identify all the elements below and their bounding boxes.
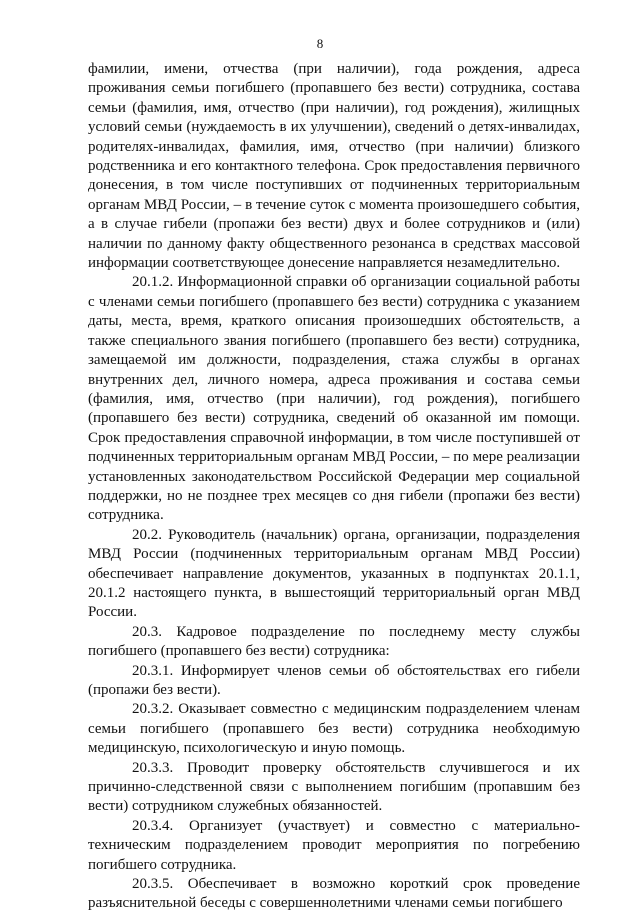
paragraph-20-3-1: 20.3.1. Информирует членов семьи об обстоятельствах его гибели (пропажи без вести). — [88, 662, 580, 698]
paragraph-20-1-2: 20.1.2. Информационной справки об организации социальной работы с членами семьи погибшего (пропавшего без вести) сотрудника с указанием даты, места, время, краткого описания произошедших обстоятельств, а также специального звания погибшего (пропавшего без вести) сотрудника, замещаемой им должности, подразделения, стажа службы в органах внутренних дел, личного номера, адреса проживания и состава семьи (фамилия, имя, отчество (при наличии), год рождения), погибшего (пропавшего без вести) сотрудника, сведений об оказанной им помощи. Срок предоставления справочной информации, в том числе поступившей от подчиненных территориальным органам МВД России, – по мере реализации установленных законодательством Российской Федерации мер социальной поддержки, но не позднее трех месяцев со дня гибели (пропажи без вести) сотрудника. — [88, 274, 580, 524]
paragraph-continuation: фамилии, имени, отчества (при наличии), года рождения, адреса проживания семьи погибшего (пропавшего без вести) сотрудника, состава семьи (фамилия, имя, отчество (при наличии), год рождения), жилищных условий семьи (нуждаемость в их улучшении), сведений о детях-инвалидах, родителях-инвалидах, фамилия, имя, отчество (при наличии) близкого родственника и его контактного телефона. Срок предоставления первичного донесения, в том числе поступивших от подчиненных территориальным органам МВД России, – в течение суток с момента произошедшего события, а в случае гибели (пропажи без вести) двух и более сотрудников и (или) наличии по данному факту общественного резонанса в средствах массовой информации соответствующее донесение направляется незамедлительно. — [88, 61, 580, 272]
paragraph-20-3: 20.3. Кадровое подразделение по последнему месту службы погибшего (пропавшего без вести) сотрудника: — [88, 623, 580, 660]
paragraph-20-2: 20.2. Руководитель (начальник) органа, организации, подразделения МВД России (подчиненных территориальным органам МВД России) обеспечивает направление документов, указанных в подпунктах 20.1.1, 20.1.2 настоящего пункта, в вышестоящий территориальный орган МВД России. — [88, 526, 580, 621]
paragraph-20-3-3: 20.3.3. Проводит проверку обстоятельств случившегося и их причинно-следственной связи с выполнением погибшим (пропавшим без вести) сотрудником служебных обязанностей. — [88, 759, 580, 815]
paragraph-20-3-5: 20.3.5. Обеспечивает в возможно короткий срок проведение разъяснительной беседы с совершеннолетними членами семьи погибшего — [88, 876, 580, 912]
page-number: 8 — [316, 36, 324, 51]
paragraph-20-3-4: 20.3.4. Организует (участвует) и совместно с материально-техническим подразделением проводит мероприятия по погребению погибшего сотрудника. — [88, 817, 580, 873]
paragraph-20-3-2: 20.3.2. Оказывает совместно с медицинским подразделением членам семьи погибшего (пропавшего без вести) сотрудника необходимую медицинскую, психологическую и иную помощь. — [88, 701, 580, 757]
document-body — [88, 60, 580, 914]
